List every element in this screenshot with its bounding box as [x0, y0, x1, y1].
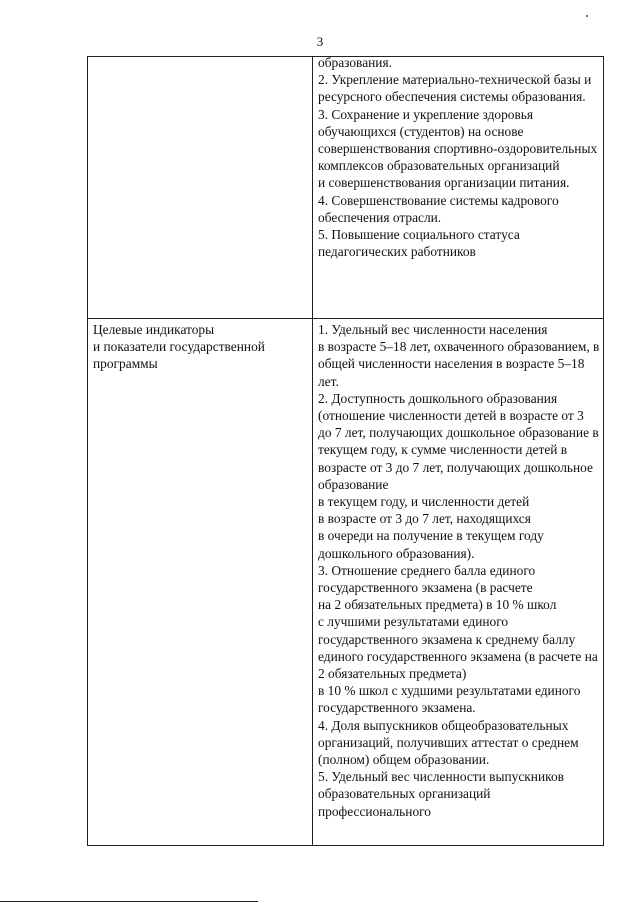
table-cell-label — [88, 57, 313, 319]
program-tasks-text: образования. 2. Укрепление материально-технической базы и ресурсного обеспечения системы образования. 3. Сохранение и укрепление здоровья обучающихся (студентов) на основе совершенствования спортивно-оздоровительных комплексов образовательных организаций и совершенствования организации питания. 4. Совершенствование системы кадрового обеспечения отрасли. 5. Повышение социального статуса педагогических работников — [318, 55, 598, 260]
table-cell-content — [313, 319, 604, 846]
table-cell-label — [88, 319, 313, 846]
page-number: 3 — [316, 34, 324, 49]
table-row — [88, 319, 604, 846]
footnote-divider — [0, 901, 258, 902]
row-label-text: Целевые индикаторы и показатели государственной программы — [93, 322, 265, 372]
scan-speck — [586, 15, 588, 17]
target-indicators-text: 1. Удельный вес численности населения в возрасте 5–18 лет, охваченного образованием, в общей численности населения в возрасте 5–18 лет. 2. Доступность дошкольного образования (отношение численности детей в возрасте от 3 до 7 лет, получающих дошкольное образование в текущем году, к сумме численности детей в возрасте от 3 до 7 лет, получающих дошкольное образование в текущем году, и численности детей в возрасте от 3 до 7 лет, находящихся в очереди на получение в текущем году дошкольного образования). 3. Отношение среднего балла единого государственного экзамена (в расчете на 2 обязательных предмета) в 10 % школ с лучшими результатами единого государственного экзамена к среднему баллу единого государственного экзамена (в расчете на 2 обязательных предмета) в 10 % школ с худшими результатами единого государственного экзамена. 4. Доля выпускников общеобразовательных организаций, получивших аттестат о среднем (полном) общем образовании. 5. Удельный вес численности выпускников образовательных организаций профессионального — [318, 322, 600, 819]
table-cell-content — [313, 57, 604, 319]
table-row — [88, 57, 604, 319]
program-passport-table — [87, 56, 604, 846]
